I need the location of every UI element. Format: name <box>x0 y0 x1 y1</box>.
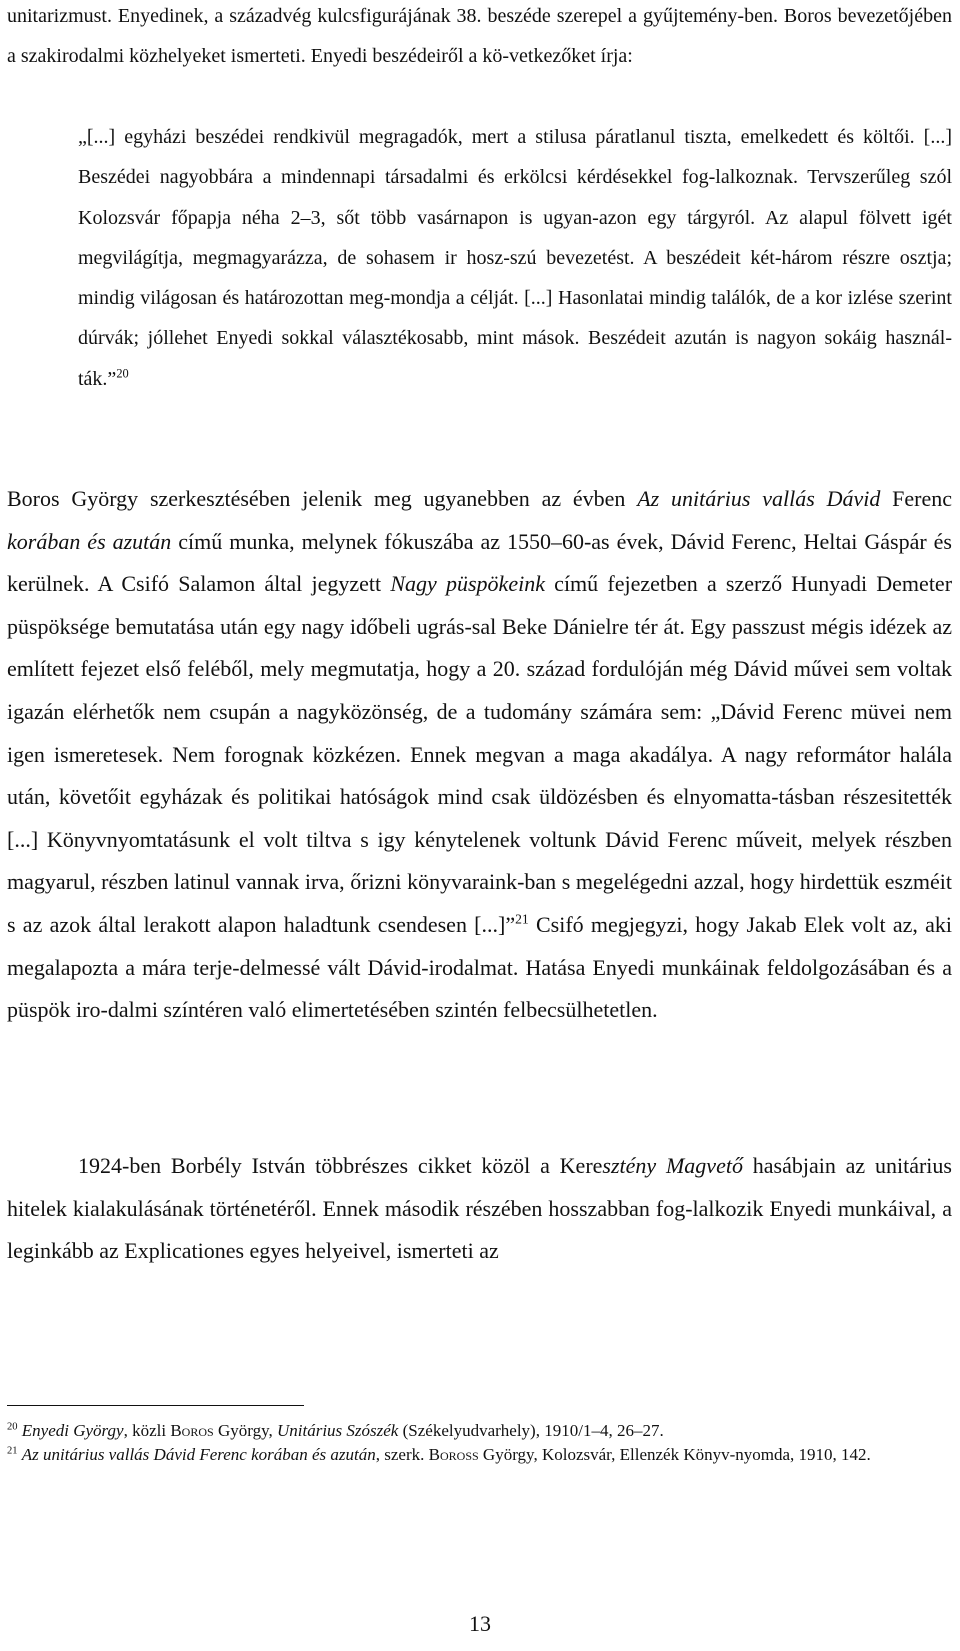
intro-paragraph <box>7 0 952 77</box>
block-quote-text: „[...] egyházi beszédei rendkivül megragadók, mert a stilusa páratlanul tiszta, emelkedett és költői. [...] Beszédei nagyobbára a mindennapi társadalmi és erkölcsi kérdésekkel fog-lalkoznak. Tervszerűleg szól Kolozsvár főpapja néha 2–3, sőt több vasárnapon is ugyan-azon egy tárgyról. Az alapul fölvett igét megvilágítja, megmagyarázza, de sohasem ir hosz-szú bevezetést. A beszédeit két-három részre osztja; mindig világosan és határozottan meg-mondja a célját. [...] Hasonlatai mindig találók, de a kor izlése szerint dúrvák; jóllehet Enyedi sokkal választékosabb, mint mások. Beszédeit azután is nagyon sokáig használ-ták.” <box>78 126 952 390</box>
footnote-text: György, <box>213 1421 277 1440</box>
paragraph-text: című munka, melynek fókuszába az 1550–60-as évek, Dávid Ferenc, Heltai Gáspár és kerülnek. A Csifó Salamon által jegyzett <box>7 528 952 597</box>
footnote-text: , közli <box>123 1421 171 1440</box>
book-title: korában és azután <box>7 528 172 554</box>
paragraph-boros <box>7 478 952 1032</box>
footnote-number: 20 <box>7 1421 18 1433</box>
paragraph-text: hasábjain az unitárius hitelek kialakulásának történetéről. Ennek második részében hosszabban fog-lalkozik Enyedi munkáival, a leginkább az Explicationes egyes helyeivel, ismerteti az <box>7 1153 952 1264</box>
footnote-text: (Székelyudvarhely), 1910/1–4, 26–27. <box>398 1421 664 1440</box>
footnote-author: Boross <box>428 1444 479 1464</box>
footnotes <box>7 1419 952 1466</box>
page-number: 13 <box>469 1611 491 1636</box>
paragraph-text: című fejezetben a szerző Hunyadi Demeter püspöksége bemutatása után egy nagy időbeli ugrás-sal Beke Dánielre tér át. Egy passzust mégis idézek az említett fejezet első feléből, mely megmutatja, hogy a 20. század fordulóján még Dávid művei sem voltak igazán elérhetők nem csupán a nagyközönség, de a tudomány számára sem: „Dávid Ferenc müvei nem igen ismeretesek. Nem forognak közkézen. Ennek megvan a maga akadálya. A nagy reformátor halála után, követőit egyházak és politikai hatóságok mind csak üldözésben és elnyomatta-tásban részesitették [...] Könyvnyomtatásunk el volt tiltva s igy kénytelenek voltunk Dávid Ferenc műveit, melyek részben magyarul, részben latinul vannak irva, őrizni könyvaraink-ban s megelégedni azzal, hogy hirdettük eszméit s az azok által lerakott alapon haladtunk csendesen [...]” <box>7 571 953 937</box>
paragraph-text: Csifó megjegyzi, hogy Jakab Elek volt az, aki megalapozta a mára terje-delmessé vált Dávid-irodalmat. Hatása Enyedi munkáinak feldolgozásában és a püspök iro-dalmi színtéren való elimertetésében szintén felbecsülhetetlen. <box>7 911 952 1023</box>
paragraph-text: 1924-ben Borbély István többrészes cikket közöl a Kere <box>78 1153 603 1178</box>
footnote-number: 21 <box>7 1444 18 1456</box>
footnote-21 <box>7 1443 952 1467</box>
footnote-title: Enyedi György <box>21 1421 124 1440</box>
footnote-title: Unitárius Szószék <box>276 1421 399 1440</box>
footnote-separator <box>7 1405 304 1406</box>
intro-text: unitarizmust. Enyedinek, a századvég kulcsfigurájának 38. beszéde szerepel a gyűjtemény-ben. Boros bevezetőjében a szakirodalmi közhelyeket ismerteti. Enyedi beszédeiről a kö-vetkezőket írja: <box>7 5 952 68</box>
block-quote <box>7 117 952 399</box>
footnote-20 <box>7 1419 952 1443</box>
journal-title: sztény Magvető <box>602 1153 743 1178</box>
footnote-ref-20: 20 <box>116 366 129 381</box>
paragraph-text: Boros György szerkesztésében jelenik meg ugyanebben az évben <box>7 486 638 511</box>
footnote-ref-21: 21 <box>515 911 529 927</box>
footnote-text: , szerk. <box>375 1444 429 1464</box>
paragraph-borbely <box>7 1145 952 1273</box>
chapter-title: Nagy püspökeink <box>390 571 545 597</box>
paragraph-text: Ferenc <box>880 486 953 511</box>
footnote-text: György, Kolozsvár, Ellenzék Könyv-nyomda, 1910, 142. <box>478 1444 871 1464</box>
footnote-author: Boros <box>170 1421 214 1440</box>
footnote-title: Az unitárius vallás Dávid Ferenc korában és azután <box>21 1444 376 1464</box>
book-title: Az unitárius vallás Dávid <box>637 486 881 511</box>
